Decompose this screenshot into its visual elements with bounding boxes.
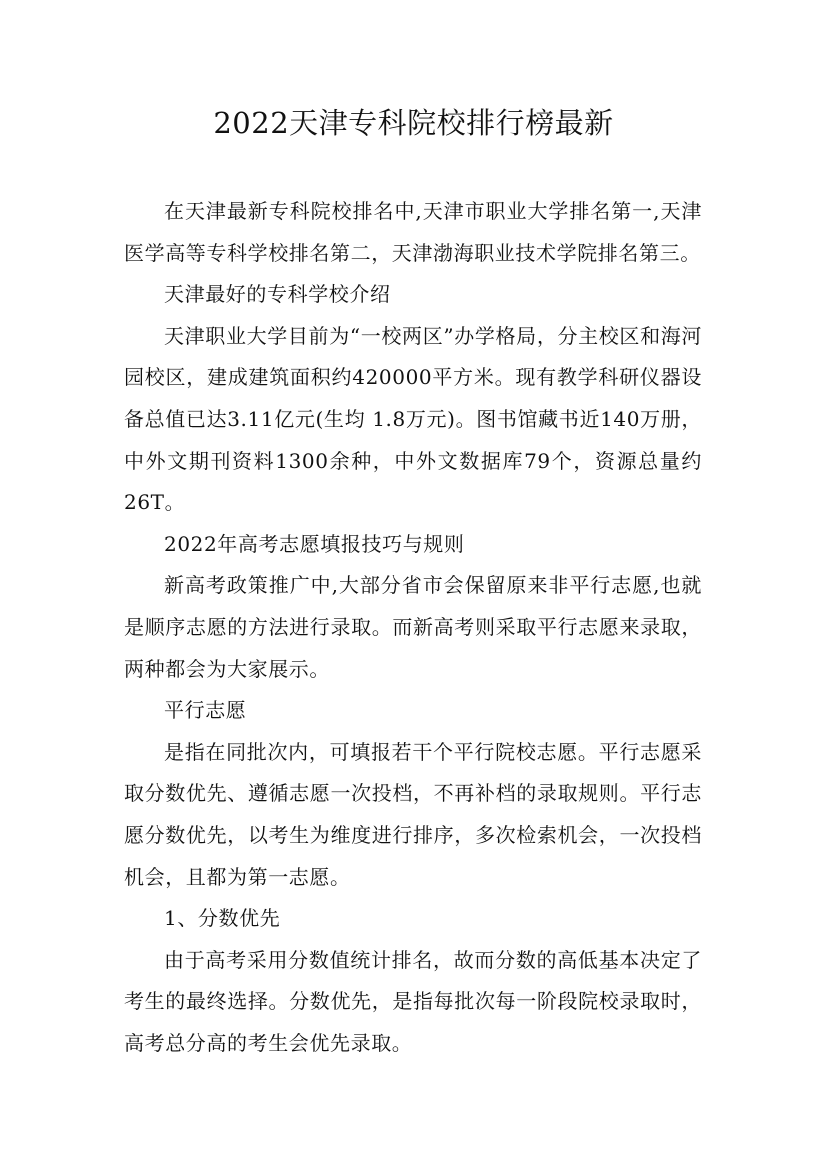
heading-parallel-application: 平行志愿 [164, 698, 247, 723]
paragraph-score-priority: 由于高考采用分数值统计排名，故而分数的高低基本决定了考生的最终选择。分数优先，是指每批次每一阶段院校录取时，高考总分高的考生会优先录取。 [124, 947, 702, 1055]
paragraph-ranking-intro: 在天津最新专科院校排名中,天津市职业大学排名第一,天津医学高等专科学校排名第二，天津渤海职业技术学院排名第三。 [124, 199, 702, 265]
heading-score-priority: 1、分数优先 [164, 906, 281, 931]
paragraph-new-gaokao-policy: 新高考政策推广中,大部分省市会保留原来非平行志愿,也就是顺序志愿的方法进行录取。而新高考则采取平行志愿来录取，两种都会为大家展示。 [124, 573, 702, 681]
heading-best-schools: 天津最好的专科学校介绍 [164, 282, 391, 307]
heading-application-tips: 2022年高考志愿填报技巧与规则 [164, 531, 465, 556]
document-body [124, 191, 702, 1064]
paragraph-tianjin-vocational-university: 天津职业大学目前为“一校两区”办学格局，分主校区和海河园校区，建成建筑面积约420000平方米。现有教学科研仪器设备总值已达3.11亿元(生均 1.8万元)。图书馆藏书近140万册，中外文期刊资料1300余种，中外文数据库79个，资源总量约26T。 [124, 323, 702, 515]
document-title: 2022天津专科院校排行榜最新 [213, 106, 614, 140]
paragraph-parallel-definition: 是指在同批次内，可填报若干个平行院校志愿。平行志愿采取分数优先、遵循志愿一次投档，不再补档的录取规则。平行志愿分数优先，以考生为维度进行排序，多次检索机会，一次投档机会，且都为第一志愿。 [124, 739, 702, 889]
